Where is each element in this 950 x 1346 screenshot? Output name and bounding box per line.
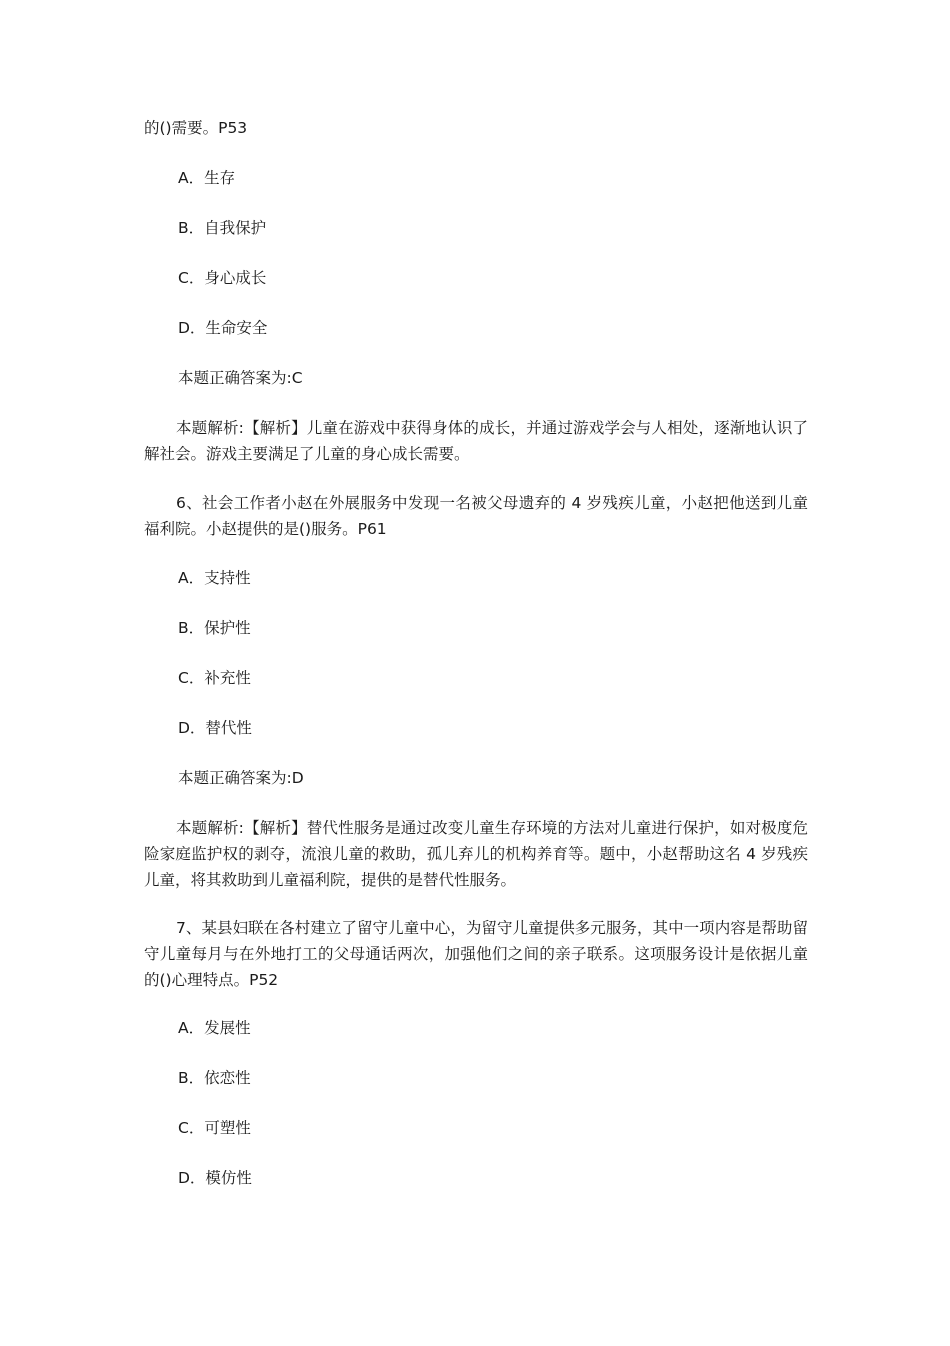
option-c: C．身心成长 [178,269,267,287]
q7-option-d: D．模仿性 [178,1169,252,1187]
q6-option-a: A．支持性 [178,569,251,587]
q6-correct-answer: 本题正确答案为:D [178,769,304,787]
option-a: A．生存 [178,169,236,187]
question-7: 7、某县妇联在各村建立了留守儿童中心，为留守儿童提供多元服务，其中一项内容是帮助留守儿童每月与在外地打工的父母通话两次，加强他们之间的亲子联系。这项服务设计是依据儿童的()心理特点。P52 [144,919,808,989]
q7-option-c: C．可塑性 [178,1119,251,1137]
correct-answer: 本题正确答案为:C [178,369,303,387]
question-6: 6、社会工作者小赵在外展服务中发现一名被父母遗弃的 4 岁残疾儿童，小赵把他送到儿童福利院。小赵提供的是()服务。P61 [144,494,808,538]
answer-analysis: 本题解析:【解析】儿童在游戏中获得身体的成长，并通过游戏学会与人相处，逐渐地认识了解社会。游戏主要满足了儿童的身心成长需要。 [144,419,808,463]
question-tail: 的()需要。P53 [144,119,248,137]
q6-option-b: B．保护性 [178,619,251,637]
q7-option-b: B．依恋性 [178,1069,251,1087]
q6-option-d: D．替代性 [178,719,252,737]
option-b: B．自我保护 [178,219,267,237]
q6-answer-analysis: 本题解析:【解析】替代性服务是通过改变儿童生存环境的方法对儿童进行保护，如对极度危险家庭监护权的剥夺，流浪儿童的救助，孤儿弃儿的机构养育等。题中，小赵帮助这名 4 岁残疾儿童，将其救助到儿童福利院，提供的是替代性服务。 [144,819,808,889]
q6-option-c: C．补充性 [178,669,251,687]
option-d: D．生命安全 [178,319,268,337]
q7-option-a: A．发展性 [178,1019,251,1037]
